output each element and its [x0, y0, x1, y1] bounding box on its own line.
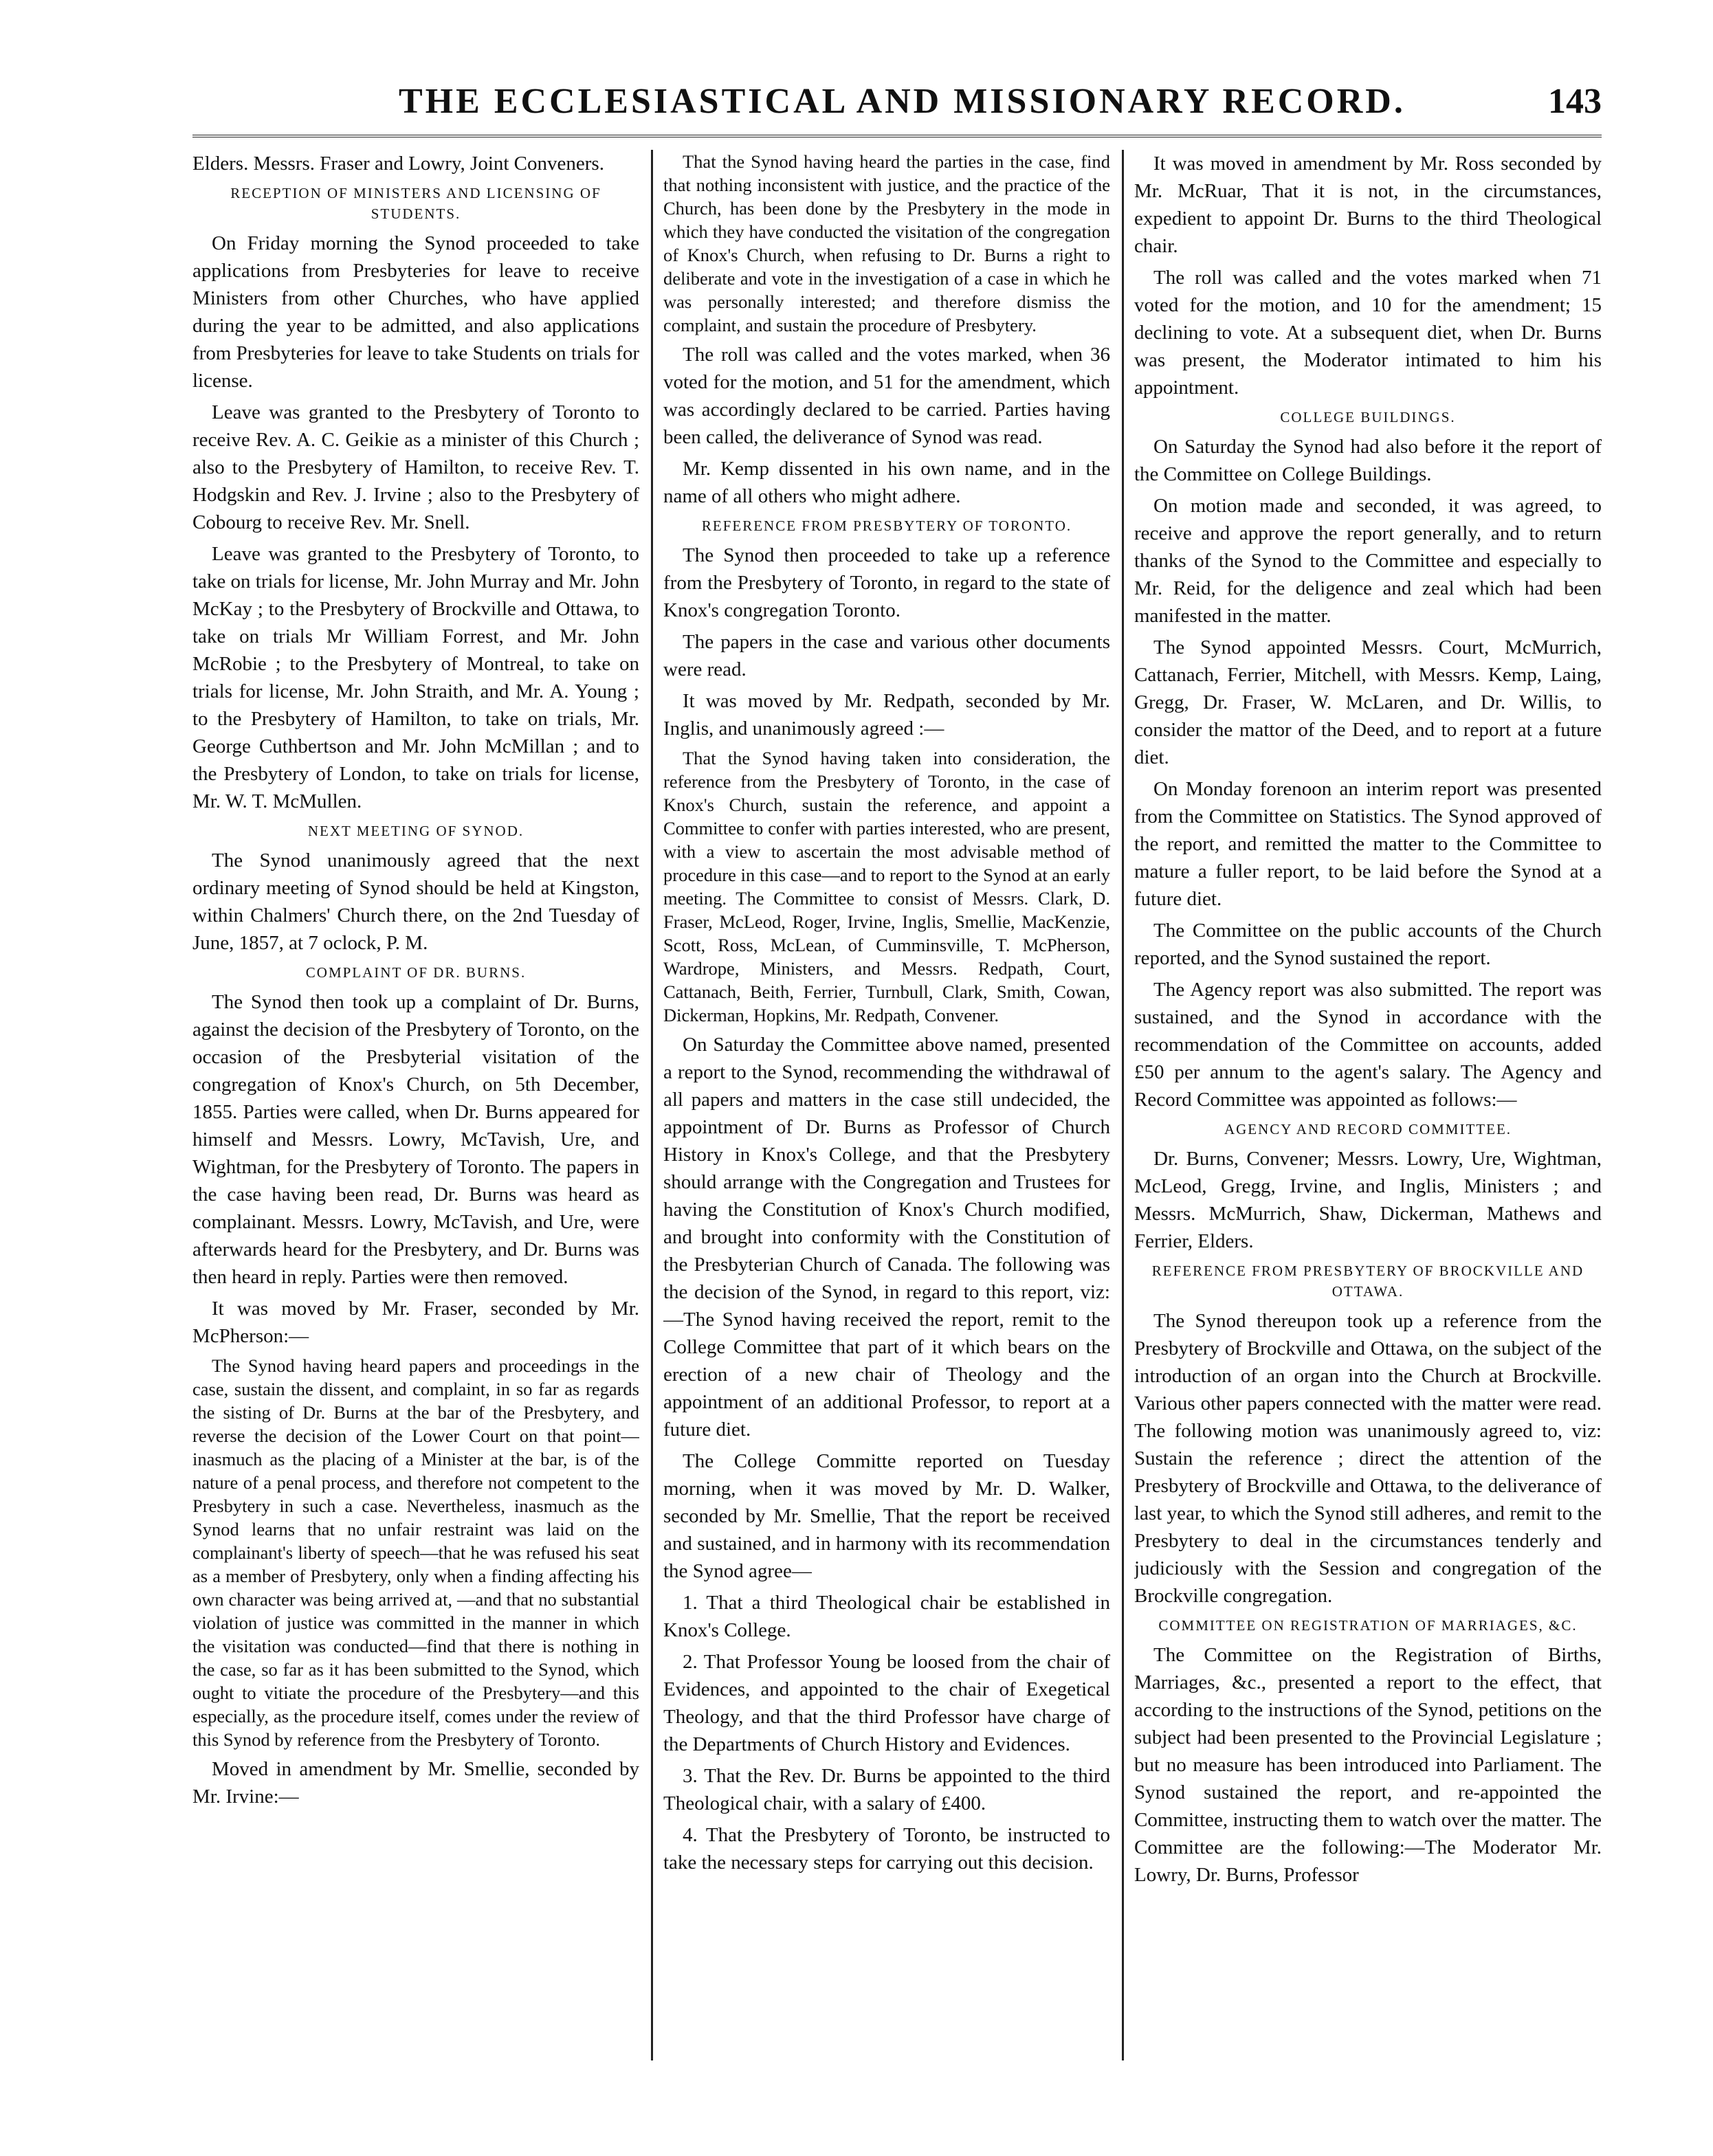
column-1 — [192, 150, 639, 2109]
paragraph: The Synod unanimously agreed that the next ordinary meeting of Synod should be held at Kingston, within Chalmers' Church there, on the 2nd Tuesday of June, 1857, at 7 oclock, P. M. — [192, 849, 639, 954]
section-heading: REFERENCE FROM PRESBYTERY OF TORONTO. — [701, 518, 1072, 534]
paragraph: 1. That a third Theological chair be established in Knox's College. — [663, 1592, 1110, 1641]
resolution-text: That the Synod having taken into consideration, the reference from the Presbytery of Toronto, in the case of Knox's Church, sustain the reference, and appoint a Committee to confer with parties interested, who are present, with a view to ascertain the most advisable method of procedure in this case—and to report to the Synod at an early meeting. The Committee to consist of Messrs. Clark, D. Fraser, McLeod, Roger, Irvine, Inglis, Smellie, MacKenzie, Scott, Ross, McLean, of Cumminsville, T. McPherson, Wardrope, Ministers, and Messrs. Redpath, Court, Cattanach, Beith, Ferrier, Turnbull, Clark, Smith, Cowan, Dickerman, Hopkins, Mr. Redpath, Convener. — [663, 748, 1110, 1025]
paragraph: It was moved by Mr. Fraser, seconded by Mr. McPherson:— — [192, 1298, 639, 1347]
paragraph: Leave was granted to the Presbytery of Toronto to receive Rev. A. C. Geikie as a minister of this Church ; also to the Presbytery of Hamilton, to receive Rev. T. Hodgskin and Rev. J. Irvine ; also to the Presbytery of Cobourg to receive Rev. Mr. Snell. — [192, 401, 639, 533]
paragraph: On motion made and seconded, it was agreed, to receive and approve the report generally, and to return thanks of the Synod to the Committee and especially to Mr. Reid, for the deligence and zeal which had been manifested in the matter. — [1134, 495, 1602, 627]
column-divider-1 — [651, 150, 653, 2060]
paragraph: On Saturday the Synod had also before it the report of the Committee on College Buildings. — [1134, 436, 1602, 485]
paragraph: Elders. Messrs. Fraser and Lowry, Joint Conveners. — [192, 153, 604, 175]
running-title: THE ECCLESIASTICAL AND MISSIONARY RECORD. — [399, 82, 1406, 121]
section-heading: COMMITTEE ON REGISTRATION OF MARRIAGES, &C. — [1158, 1617, 1578, 1634]
paragraph: Leave was granted to the Presbytery of Toronto, to take on trials for license, Mr. John Murray and Mr. John McKay ; to the Presbytery of Brockville and Ottawa, to take on trials Mr William Forrest, and Mr. John McRobie ; to the Presbytery of Montreal, to take on trials for license, Mr. John Straith, and Mr. A. Young ; to the Presbytery of Hamilton, to take on trials, Mr. George Cuthbertson and Mr. John McMillan ; and to the Presbytery of London, to take on trials for license, Mr. W. T. McMullen. — [192, 543, 639, 812]
paragraph: The Synod thereupon took up a reference from the Presbytery of Brockville and Ottawa, on the subject of the introduction of an organ into the Church at Brockville. Various other papers connected with the matter were read. The following motion was unanimously agreed to, viz: Sustain the reference ; direct the attention of the Presbytery of Brockville and Ottawa, to the deliverance of last year, to which the Synod still adheres, and remit to the Presbytery to deal in the circumstances tenderly and judiciously with the Session and congregation of the Brockville congregation. — [1134, 1310, 1602, 1607]
paragraph: The Synod appointed Messrs. Court, McMurrich, Cattanach, Ferrier, Mitchell, with Messrs. Kemp, Laing, Gregg, Dr. Fraser, W. McLaren, and Dr. Willis, to consider the mattor of the Deed, and to report at a future diet. — [1134, 636, 1602, 768]
paragraph: The Synod then took up a complaint of Dr. Burns, against the decision of the Presbytery of Toronto, on the occasion of the Presbyterial visitation of the congregation of Knox's Church, on 5th December, 1855. Parties were called, when Dr. Burns appeared for himself and Messrs. Lowry, McTavish, Ure, and Wightman, for the Presbytery of Toronto. The papers in the case having been read, Dr. Burns was heard as complainant. Messrs. Lowry, McTavish, and Ure, were afterwards heard for the Presbytery, and Dr. Burns was then heard in reply. Parties were then removed. — [192, 991, 639, 1288]
page-header — [172, 81, 1602, 140]
amendment-text: That the Synod having heard the parties in the case, find that nothing inconsistent with justice, and the practice of the Church, has been done by the Presbytery in the mode in which they have conducted the visitation of the congregation of Knox's Church, when refusing to Dr. Burns a right to deliberate and vote in the investigation of a case in which he was personally interested; and therefore dismiss the complaint, and sustain the procedure of Presbytery. — [663, 151, 1110, 335]
paragraph: The roll was called and the votes marked when 71 voted for the motion, and 10 for the amendment; 15 declining to vote. At a subsequent diet, when Dr. Burns was present, the Moderator intimated to him his appointment. — [1134, 267, 1602, 399]
paragraph: 3. That the Rev. Dr. Burns be appointed to the third Theological chair, with a salary of £400. — [663, 1765, 1110, 1814]
text-columns — [192, 150, 1602, 2109]
paragraph: The papers in the case and various other documents were read. — [663, 631, 1110, 680]
paragraph: On Monday forenoon an interim report was presented from the Committee on Statistics. The Synod approved of the report, and remitted the matter to the Committee to mature a fuller report, to be laid before the Synod at a future diet. — [1134, 778, 1602, 910]
paragraph: The roll was called and the votes marked, when 36 voted for the motion, and 51 for the amendment, which was accordingly declared to be carried. Parties having been called, the deliverance of Synod was read. — [663, 344, 1110, 448]
paragraph: It was moved in amendment by Mr. Ross seconded by Mr. McRuar, That it is not, in the circumstances, expedient to appoint Dr. Burns to the third Theological chair. — [1134, 153, 1602, 257]
section-heading: NEXT MEETING OF SYNOD. — [307, 823, 524, 839]
paragraph: On Friday morning the Synod proceeded to take applications from Presbyteries for leave to receive Ministers from other Churches, who have applied during the year to be admitted, and also applications from Presbyteries for leave to take Students on trials for license. — [192, 232, 639, 392]
paragraph: 2. That Professor Young be loosed from the chair of Evidences, and appointed to the chair of Exegetical Theology, and that the third Professor have charge of the Departments of Church History and Evidences. — [663, 1651, 1110, 1755]
header-rule — [192, 135, 1602, 137]
paragraph: The Agency report was also submitted. The report was sustained, and the Synod in accordance with the recommendation of the Committee on accounts, added £50 per annum to the agent's salary. The Agency and Record Committee was appointed as follows:— — [1134, 979, 1602, 1111]
paragraph: The College Committe reported on Tuesday morning, when it was moved by Mr. D. Walker, seconded by Mr. Smellie, That the report be received and sustained, and in harmony with its recommendation the Synod agree— — [663, 1450, 1110, 1582]
page-number: 143 — [1548, 82, 1602, 121]
paragraph: The Synod then proceeded to take up a reference from the Presbytery of Toronto, in regard to the state of Knox's congregation Toronto. — [663, 544, 1110, 621]
column-2 — [663, 150, 1110, 2109]
section-heading: COMPLAINT OF DR. BURNS. — [305, 964, 527, 981]
paragraph: On Saturday the Committee above named, presented a report to the Synod, recommending the withdrawal of all papers and matters in the case still undecided, the appointment of Dr. Burns as Professor of Church History in Knox's College, and that the Presbytery should arrange with the Congregation and Trustees for having the Constitution of Knox's Church modified, and brought into conformity with the Constitution of the Presbyterian Church of Canada. The following was the decision of the Synod, in regard to this report, viz:—The Synod having received the report, remit to the College Committee that part of it which bears on the erection of a new chair of Theology and the appointment of an additional Professor, to report at a future diet. — [663, 1034, 1110, 1441]
section-heading: AGENCY AND RECORD COMMITTEE. — [1224, 1121, 1512, 1137]
column-3 — [1134, 150, 1602, 2109]
paragraph: It was moved by Mr. Redpath, seconded by Mr. Inglis, and unanimously agreed :— — [663, 690, 1110, 740]
section-heading: RECEPTION OF MINISTERS AND LICENSING OF STUDENTS. — [230, 185, 601, 222]
section-heading: COLLEGE BUILDINGS. — [1280, 409, 1456, 425]
motion-text: The Synod having heard papers and proceedings in the case, sustain the dissent, and complaint, in so far as regards the sisting of Dr. Burns at the bar of the Presbytery, and reverse the decision of the Lower Court on that point—inasmuch as the placing of a Minister at the bar, is of the nature of a penal process, and therefore not competent to the Presbytery in such a case. Nevertheless, inasmuch as the Synod learns that no unfair restraint was laid on the complainant's liberty of speech—that he was refused his seat as a member of Presbytery, only when a finding affecting his own character was being arrived at, —and that no substantial violation of justice was committed in the manner in which the visitation was conducted—find that there is nothing in the case, so far as it has been submitted to the Synod, which ought to vitiate the procedure of the Presbytery—and this especially, as the procedure itself, comes under the review of this Synod by reference from the Presbytery of Toronto. — [192, 1355, 639, 1750]
paragraph: Moved in amendment by Mr. Smellie, seconded by Mr. Irvine:— — [192, 1758, 639, 1808]
section-heading: REFERENCE FROM PRESBYTERY OF BROCKVILLE AND OTTAWA. — [1151, 1263, 1584, 1300]
paragraph: Dr. Burns, Convener; Messrs. Lowry, Ure, Wightman, McLeod, Gregg, Irvine, and Inglis, Ministers ; and Messrs. McMurrich, Shaw, Dickerman, Mathews and Ferrier, Elders. — [1134, 1148, 1602, 1252]
column-divider-2 — [1122, 150, 1124, 2060]
paragraph: The Committee on the public accounts of the Church reported, and the Synod sustained the report. — [1134, 920, 1602, 969]
paragraph: 4. That the Presbytery of Toronto, be instructed to take the necessary steps for carrying out this decision. — [663, 1824, 1110, 1874]
paragraph: The Committee on the Registration of Births, Marriages, &c., presented a report to the effect, that according to the instructions of the Synod, petitions on the subject had been presented to the Provincial Legislature ; but no measure has been introduced into Parliament. The Synod sustained the report, and re-appointed the Committee, instructing them to watch over the matter. The Committee are the following:—The Moderator Mr. Lowry, Dr. Burns, Professor — [1134, 1644, 1602, 1886]
paragraph: Mr. Kemp dissented in his own name, and in the name of all others who might adhere. — [663, 458, 1110, 507]
